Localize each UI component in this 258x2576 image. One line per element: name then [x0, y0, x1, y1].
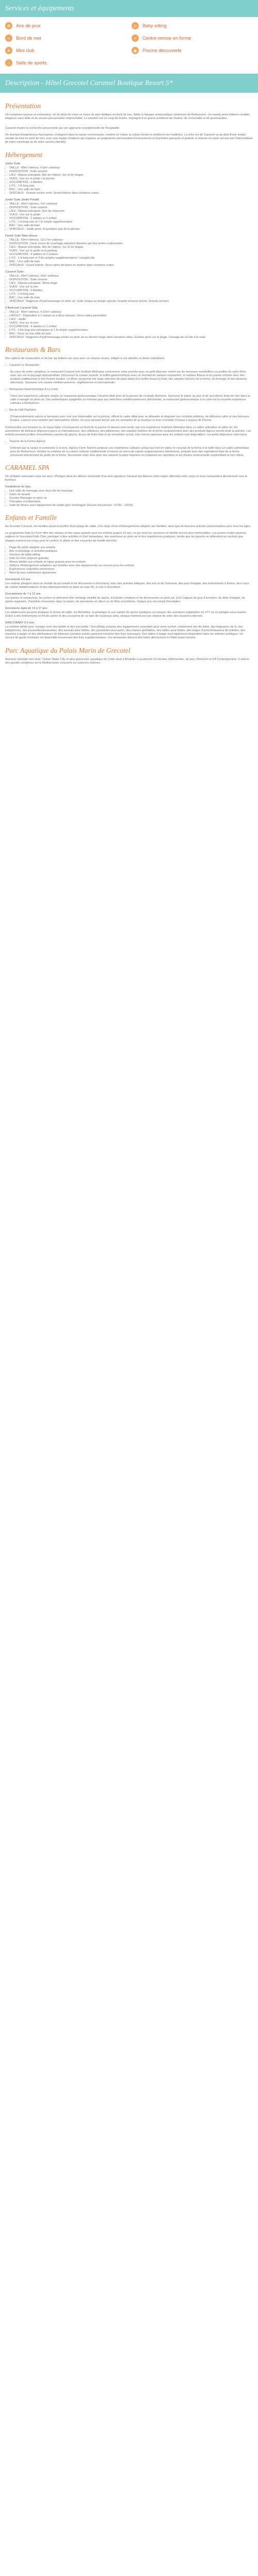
- housing-unit: [5, 234, 253, 267]
- housing-unit-title: Junior Suite Jardin Privatif:: [5, 198, 40, 201]
- dining-item-list: [5, 388, 253, 392]
- services-banner: [0, 0, 258, 17]
- housing-spec: • OCCUPATION : 2 Adultes: [9, 289, 253, 293]
- presentation-heading: Présentation: [5, 102, 41, 110]
- housing-unit-specs: [5, 166, 253, 195]
- description-banner: [0, 74, 258, 93]
- housing-unit: [5, 162, 253, 195]
- waterpark-heading: Parc Aquatique du Palais Marin de Grecotel: [5, 646, 131, 654]
- kids-icon: ★: [5, 47, 12, 54]
- housing-spec: • BAC : Deux ou une salle de bain: [9, 332, 253, 336]
- housing-spec: • BAC : Une salle de bain: [9, 260, 253, 264]
- dining-item-title: • Bar du Hall Panthéro: [9, 409, 253, 412]
- housing-unit-title: Junior Suite: [5, 162, 21, 165]
- housing-spec: • VUES : Vue sur le jardin / la piscine: [9, 177, 253, 181]
- housing-spec: • SPÉCIAUX : Grand balcon. Deux salles de bains en marbre dans certaines suites.: [9, 264, 253, 267]
- housing-unit-specs: [5, 311, 253, 340]
- housing-spec: • TAILLE : 50m² intérieur, 20m² extérieur: [9, 275, 253, 278]
- dining-item-text: Au cœur de notre complexe, le restaurant Caramel est l'endroit idéal pour commencer votre journée avec un petit-déjeuner animé sur les terrasses ensoleillées ou profiter de votre dîner avec vue sur le paysage époustouflant. Découvrez la cuisine ouverte, le buffet gastronomique avec un éventail de saveurs inspirantes, le meilleur fitness et la cuisine crétoise avec des produits traditionnels et des fromes locales. Le dîner comprend une large sélection de plats allant d'un buffet chaud et froid, des salades fraîches de la ferme, du fromage et des desserts alléchants. Savourez une cuisine méditerranéenne, végétarienne et internationale.: [10, 370, 247, 384]
- cross-icon: +: [132, 35, 139, 42]
- dining-item-text: D'impressionnants salons et terrasses avec une vue imprenable sur la piscine, offrent le cadre idéal pour se détendre et déguster vos cocktails préférés, de délicieux cafés et des boissons locales. Laissez-vous séduire par l'atmosphère intime, en vous laissant bercer par les serinades de la musique et avec Cocktails Chaises Longues de Piscine.: [10, 415, 250, 422]
- kids-section-text: Les enfants plongent dans un monde de jeu créatif et de découverte à Grecoland, avec des activités ludiques, des arts et de l'artisanat, des jeux d'équipe, des événements à thème, des cours de cuisine hebdomadaires et des divertissements en plein air sans fin, le tout à Grecoland.: [5, 582, 249, 589]
- housing-spec: • OCCUPATION : 2 adultes et 1 enfant: [9, 217, 253, 221]
- presentation-p3: Un éventail d'expériences fascinantes s'intègrent dans la nature environnante, mettent en valeur la culture locale et célèbrent ses traditions. La riche vie de Caramel va au-delà d'une simple retraite de luxe en bord de mer, avec une équipe d'experts qui organise un programme personnalisé d'événements et d'activités passants et gratuits et réserve en outre service par l'intermédiaire de notre concierge ou de notre service clientèle.: [5, 133, 253, 144]
- housing-spec: • VUES : Vue sur la mer: [9, 321, 253, 325]
- housing-list: [5, 162, 253, 340]
- dining-item-list: [5, 409, 253, 412]
- housing-unit-specs: [5, 202, 253, 231]
- housing-spec: • LITS : 1 lit king size: [9, 184, 253, 188]
- kids-p2: Le programme Kids Go Free offre des séjours et des repas gratuits pour les enfants jusqu'à 12 ans, ce qui rend les vacances en famille encore plus mémorables. Les jeunes invités peuvent explorer le Grecoland Kids Club, participer à des activités et d'art fantastique, des aventures en plein air et des expériences pratiques, tandis que les parents se détendent en sachant que chaque moment est conçu pour le confort, le plaisir et des souvenirs de famille éternels.: [5, 532, 246, 543]
- housing-spec: • LITS : 1 lit king size et 2 lits simples supplémentaires / canapés-lits: [9, 257, 253, 260]
- housing-spec: • VUES : Vue sur le jardin et la parking: [9, 249, 253, 253]
- kids-list: [5, 546, 253, 575]
- kids-section-text: Les jeunes et aventureux, les juniors ici détectent d'un mélange stratifié de sports, d'activités créatives et de découvertes en plein air. Qu'il s'agisse de jeux d'aventure, de défis d'équipe, de sports organisés, d'activités innovantes dans la nature, de spectacles en direct ou de films envoûtants, chaque jour est rempli d'excitation.: [5, 596, 245, 603]
- housing-spec: • DISPOSITION : Suite ouverte: [9, 170, 253, 174]
- dining-item-title: • Caramel Le Restaurant: [9, 364, 253, 367]
- housing-spec: • SPÉCIAUX : Baignoire d'hydromassage privée en plein air ou dernier étage dans certaines villas. Gazebo privé sur le plage. Carriage de sol fait à la main.: [9, 336, 253, 340]
- spa-list-title: Installations du Spa:: [5, 485, 31, 489]
- housing-unit-title: Caramel Suite:: [5, 270, 24, 274]
- services-title: Services et équipements: [5, 5, 74, 12]
- housing-spec: • LITS : 2 lits king size principaux et 1 lit simple supplémentaire: [9, 329, 253, 332]
- housing-spec: • DISPOSITION : Deux zones de couchage séparées divisées par des portes coulissantes: [9, 242, 253, 246]
- description-title: Description - Hôtel Grecotel Caramel Boutique Resort 5*: [5, 79, 173, 87]
- presentation-p1: Un complexe luxueux et enchanteur, né du désir de créer un havre de paix idyllique en bord de mer, fidèle à l'époque aristocratique vénitienne de Rethymnon. Un monde privé élaboré candide, élégance sans faille et de service personnalisé irréprochable. Le caramel est un coup de foudre, imprégné d'un grand sentiment de chaleur, de convivialité et de gourmandise.: [5, 113, 250, 121]
- housing-spec: • LITS : 1 lit king size et 1 lit simple supplémentaire: [9, 221, 253, 224]
- housing-spec: • LAYOUT : Disposition à 1 niveau ou à deux niveaux. Deux suites parentales: [9, 314, 253, 318]
- kids-section: [5, 578, 253, 589]
- waterpark-p1: Aventure familiale non-stop ! Visitez Water City, le plus grand parc aquatique de Crète situé à Anopolis à seulement 10 minutes d'Amirandes, du parc Olimarvel et d'A Contemporaine. Il arbore des grands complexes de la Méditerranée conscient sur sciences marines.: [5, 657, 249, 665]
- housing-spec: • LIEU : Jardin: [9, 318, 253, 321]
- spa-facility: • Thérapies et traitements: [9, 500, 253, 504]
- housing-spec: • SPÉCIAUX : Jardin privé. À quelques pas de la piscine.: [9, 228, 253, 231]
- housing-spec: • SPÉCIAUX : Grands enclos verts. Grand balcon dans certaines suites.: [9, 192, 253, 195]
- spa-facility: • Guedes Massage en plein air: [9, 497, 253, 500]
- housing-spec: • LIEU : Maison principale. 2ème étage: [9, 282, 253, 285]
- housing-spec: • TAILLE : 80m² intérieur, 4-10m² extérieur: [9, 311, 253, 314]
- kids-heading: Enfants et Famille: [5, 514, 57, 522]
- housing-unit: [5, 270, 253, 303]
- spa-facility: • Salon de beauté: [9, 493, 253, 497]
- dining-item-title: • Taverne de la Ferme Agreco: [9, 440, 253, 444]
- dining-item-list: [5, 364, 253, 367]
- housing-unit: [5, 198, 253, 231]
- dining-item: [5, 388, 253, 405]
- equipment-item: ⌂ Salle de sports: [5, 59, 126, 66]
- housing-spec: • LIEU : Maison principale. Aile de l'atrium, 1er et 2e étages: [9, 174, 253, 177]
- kids-feature: • Plage de sable adaptée aux enfants: [9, 546, 253, 550]
- kids-sections: [5, 578, 253, 640]
- spa-list: [5, 489, 253, 507]
- kids-section: [5, 592, 253, 604]
- equipment-item: ≈ Bord de mer: [5, 35, 126, 42]
- housing-spec: • OCCUPATION : 2 Adultes: [9, 181, 253, 184]
- housing-spec: • DISPOSITION : Suite ouverte: [9, 278, 253, 282]
- housing-spec: • OCCUPATION : 4 adultes et 1 enfant: [9, 325, 253, 329]
- dining-item: [5, 409, 253, 422]
- kids-feature: • Arts et bricolage et activités pratiques: [9, 550, 253, 553]
- dining-item-text: Vivez une expérience culinaire unique au restaurant gastronomique Caramel situé près de la piscine de cocktails illuminés. Savourez le plaisir du jour et de succulents fruits de mer dans la salle à manger en plein air. Des authentiques spaghettis au homard gras aux sélections méditerranéennes alléchantes, le restaurant gastronomique à la carte est la nouvelle expérience culinaire à Rethymnon.: [10, 395, 250, 405]
- kids-feature: • Aires de jeux extérieures spacieuses: [9, 571, 253, 575]
- housing-heading: Hébergement: [5, 150, 43, 159]
- spa-icon: ✿: [5, 22, 12, 29]
- dining-item: [5, 364, 253, 385]
- housing-unit-title: Family Suite Main House:: [5, 234, 38, 238]
- housing-spec: • VUES : Vue sur le jardin: [9, 213, 253, 217]
- presentation-p2: Caramel inspire la recherche personnelle par son approche exceptionnelle de l'hospitalité.: [5, 127, 120, 130]
- housing-spec: • OCCUPATION : 2 adultes et 2 enfants: [9, 253, 253, 257]
- housing-spec: • BAC : Une salle de bain: [9, 224, 253, 228]
- housing-unit-specs: [5, 275, 253, 303]
- equipment-grid: [0, 17, 258, 74]
- housing-spec: • BAC : Une salle de bain: [9, 188, 253, 192]
- housing-spec: • TAILLE : 40m² intérieur, 7m² extérieur: [9, 202, 253, 206]
- baby-icon: ☺: [132, 22, 139, 29]
- dining-intro: Des options de restauration et de bar qui brillent vos sens avec un charme vivace, adapté à vos attentes et désirs individuels.: [5, 357, 166, 360]
- spa-facility: • Une salle de massage avec deux lits de massage: [9, 489, 253, 493]
- housing-unit: [5, 307, 253, 340]
- kids-section-title: Grecoplanets de 7 à 12 ans: [5, 592, 41, 596]
- spa-heading: CARAMEL SPA: [5, 464, 50, 472]
- kids-feature: • Expériences culturelles immersives: [9, 568, 253, 571]
- kids-feature: • Services de baby-sitting: [9, 553, 253, 557]
- housing-unit-title: 2 Bedroom Caramel Villa:: [5, 306, 38, 310]
- dining-list: [5, 364, 253, 423]
- kids-section-title: Grecoteens âgés de 13 à 17 ans:: [5, 607, 48, 610]
- housing-spec: • TAILLE : 50m² intérieur, 13-17m² extérieur: [9, 239, 253, 242]
- dining-heading: Restaurants & Bars: [5, 345, 61, 353]
- kids-section: [5, 607, 253, 618]
- hotel-page: [0, 0, 258, 675]
- kids-p1: Au Grecotel Caramel, les familles peuvent profiter d'une plage de sable, d'un large choix d'hébergements adaptés aux familles, ainsi que de diverses activités passionnantes pour tous les âges.: [5, 525, 251, 529]
- equipment-item: ◉ Piscine découverte: [132, 47, 253, 54]
- kids-section-title: Grecolandz 4-6 ans: [5, 578, 30, 581]
- housing-spec: • BAC : Une salle de bain: [9, 296, 253, 300]
- kids-section: [5, 621, 253, 640]
- equipment-item: ☺ Baby-sitting: [132, 22, 253, 29]
- housing-spec: • LIEU : Maison principale. Rez de chaussée: [9, 210, 253, 213]
- housing-unit-specs: [5, 239, 253, 267]
- spa-facility: • Salle de fitness avec équipement de cardio gym Technogym (heures d'ouverture : 07:00 – 20:00): [9, 504, 253, 507]
- housing-spec: • SPÉCIAUX : Baignoire d'hydromassage en plein air. Suite unique au design spécial. Grande terrasse privée. Grande armoire.: [9, 300, 253, 303]
- dining-item-title: • Restaurant Gastronomique A La Carte: [9, 388, 253, 392]
- kids-section-text: Les adolescents peuvent pratiquer le tennis de table, les fléchettes, la pétanque et une variété de sports nautiques ou essayer des aventures palpitantes en VTT ou en plongée sous-marine. Grâce à des événements en fin de soirée et des occasions de se faire de nouveaux amis, chaque moment est une chance de créer des souvenirs éternels.: [5, 611, 247, 618]
- kids-section-text: La solution idéale pour voyager avec des bébés et des tout petits ! GrecoBaby propose des équipements essentiels pour votre confort, notamment des lits bébé, des baignoires de lit, des babyphones, des poussettes/poussettes, des transats pour bébés, des poussettes pour porte, des chaises gonflables, des tables pour bébés, des sièges d'auto/réhausseur de toilettes, des marches à langer et des stérilisateurs de biberons (certains articles peuvent entraîner des frais nouveaux). Des tables à langer sont également disponibles dans les toilettes publiques. Un service de garde d'enfants est disponible moyennant des frais supplémentaires. Les demandes doivent être faites directement à l'hôtel avant l'arrivée.: [5, 625, 246, 640]
- equipment-item: + Centre remise en forme: [132, 35, 253, 42]
- dining-item-text: Embrant par la nature et connectez à la terre, Agreco Farm Taverne propose une expérience culinaire unique qui met en valeur le concept de la ferme à la table dans un cadre authentique près de Rethymnon. Goûtez au meilleur de la cuisine crétoise traditionnelle à travers un menu de saison soigneusement sélectionné, préparé avec des ingrédients frais de la ferme provenant directement du jardin de la ferme. Nourrissez votre âme avec des saveurs locales inspirées en explorant les vignobles et les oliviers environnants surplombant la mer infinie.: [10, 446, 249, 457]
- spa-p1: Un véritable sanctuaire pour les sens ! Plongez dans les délices sensoriels d'un soin signature Caramel qui libérera votre esprit, détendra votre corps et vous transportera directement vers le bonheur.: [5, 475, 248, 482]
- housing-spec: • VUES : Vue sur la mer: [9, 285, 253, 289]
- kids-section-title: GRECOBABY 0-3 ans:: [5, 621, 35, 625]
- kids-feature: • Kids Go Free (séjours gratuits): [9, 557, 253, 561]
- swim-icon: ≈: [5, 35, 12, 42]
- pool-icon: ◉: [132, 47, 139, 54]
- equipment-item: ✿ Aire de jeux: [5, 22, 126, 29]
- housing-spec: • LITS : 1 lit king size: [9, 293, 253, 296]
- equipment-item: ★ Mini club: [5, 47, 126, 54]
- housing-spec: • TAILLE : 40m² intérieur, 6-9m² extérieur: [9, 166, 253, 170]
- dining-extra: Commandez une boisson ou un repas léger à la brasserie au bord de la piscine et laissez-vous tenter par une expérience vraiment détendue dans ce cadre splendeur en plein air. Un assortiment de délicieux déjeuners grecs et internationaux, des collations, des pâtisseries, des salades fraîches de la ferme exclusivement avec des produits Agreco seront toute la journée. Les enfants peuvent profiter d'excellentes saveurs de glaces, de jus de fruits frais et de smoothies au bar. Une menus spéciaux pour les enfants sont disponibles. Les petits déjeuners sont inclus: [5, 426, 251, 436]
- description-content: [0, 93, 258, 675]
- housing-spec: • DISPOSITION : Suite ouverte: [9, 206, 253, 210]
- hall-icon: ⌂: [5, 59, 12, 66]
- housing-spec: • LIEU : Maison principale. Aile de l'atrium, 1er et 2e étages: [9, 246, 253, 249]
- kids-feature: • Menus dédiés aux enfants et repas gratuits pour les enfants: [9, 561, 253, 564]
- kids-feature: • Options d'hébergement adaptées aux familles avec des équipements sur mesure pour les enfants: [9, 564, 253, 568]
